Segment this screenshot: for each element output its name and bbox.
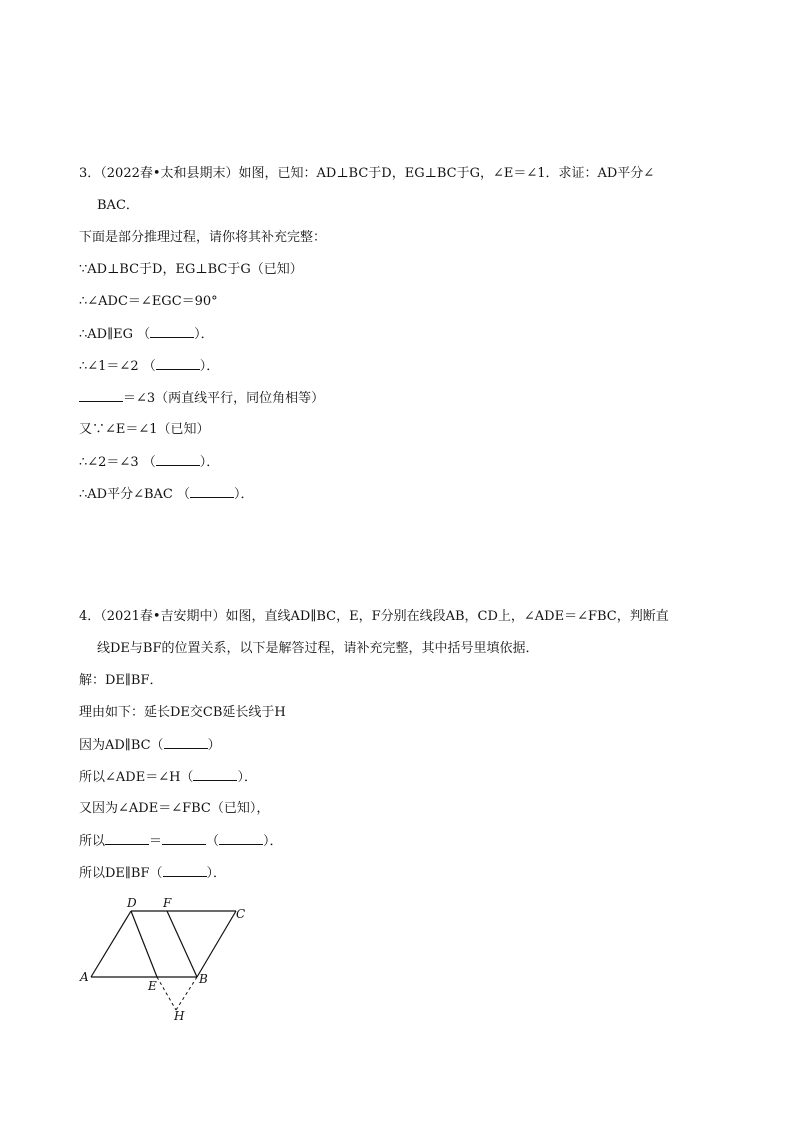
label-e: E xyxy=(148,979,157,993)
q3-step-6: 又∵∠E＝∠1（已知） xyxy=(79,422,210,437)
q4-step-6-eq: ＝ xyxy=(149,834,163,849)
q4-step-2: 理由如下：延长DE交CB延长线于H xyxy=(79,705,286,720)
q3-step-7-text: ∴∠2＝∠3 （ xyxy=(79,455,156,470)
q3-step-3-end: ）． xyxy=(194,327,214,342)
q4-step-1: 解：DE∥BF． xyxy=(79,673,163,688)
q4-step-7-text: 所以DE∥BF（ xyxy=(79,866,163,881)
q3-step-4-text: ∴∠1＝∠2 （ xyxy=(79,359,156,374)
q3-heading: 3．（2022春•太和县期末）如图，已知：AD⊥BC于D，EG⊥BC于G，∠E＝∠1．求证：AD平分∠ xyxy=(79,166,655,181)
q3-step-3-text: ∴AD∥EG （ xyxy=(79,327,151,342)
segment-fb xyxy=(167,911,197,977)
segment-ad xyxy=(91,911,131,977)
q4-step-5: 又因为∠ADE＝∠FBC（已知）， xyxy=(79,801,270,816)
q4-step-6-end: ）． xyxy=(263,834,283,849)
q3-step-8-end: ）． xyxy=(234,487,254,502)
q3-heading-cont: BAC． xyxy=(97,198,139,213)
q4-step-4-end: ）． xyxy=(237,770,257,785)
q4-step-4-text: 所以∠ADE＝∠H（ xyxy=(79,770,194,785)
label-b: B xyxy=(199,972,208,986)
q3-step-2: ∴∠ADC＝∠EGC＝90° xyxy=(79,294,218,309)
q3-step-4-end: ）． xyxy=(199,359,220,374)
q4-step-6-paren: （ xyxy=(206,834,220,849)
label-f: F xyxy=(163,896,172,910)
q4-step-3-text: 因为AD∥BC（ xyxy=(79,738,164,753)
label-c: C xyxy=(236,907,246,921)
extension-bh xyxy=(176,977,197,1010)
extension-eh xyxy=(157,977,176,1010)
segment-de xyxy=(131,911,157,977)
q4-heading: 4．（2021春•吉安期中）如图，直线AD∥BC，E，F分别在线段AB，CD上，∠ADE＝∠FBC，判断直 xyxy=(79,609,669,624)
q4-heading-cont: 线DE与BF的位置关系，以下是解答过程，请补充完整，其中括号里填依据． xyxy=(97,641,539,656)
q4-step-7-end: ）． xyxy=(206,866,227,881)
label-d: D xyxy=(127,896,137,910)
q3-step-7-end: ）． xyxy=(199,455,220,470)
q3-step-8-text: ∴AD平分∠BAC （ xyxy=(79,487,190,502)
q4-step-6-text: 所以 xyxy=(79,834,106,849)
label-h: H xyxy=(174,1009,185,1023)
segment-bc xyxy=(197,911,236,977)
q4-step-3-end: ） xyxy=(207,738,221,753)
q3-step-5-text: ＝∠3（两直线平行，同位角相等） xyxy=(123,391,325,406)
label-a: A xyxy=(80,970,89,984)
q3-intro: 下面是部分推理过程，请你将其补充完整： xyxy=(79,230,327,245)
q3-step-1: ∵AD⊥BC于D，EG⊥BC于G（已知） xyxy=(79,262,303,277)
